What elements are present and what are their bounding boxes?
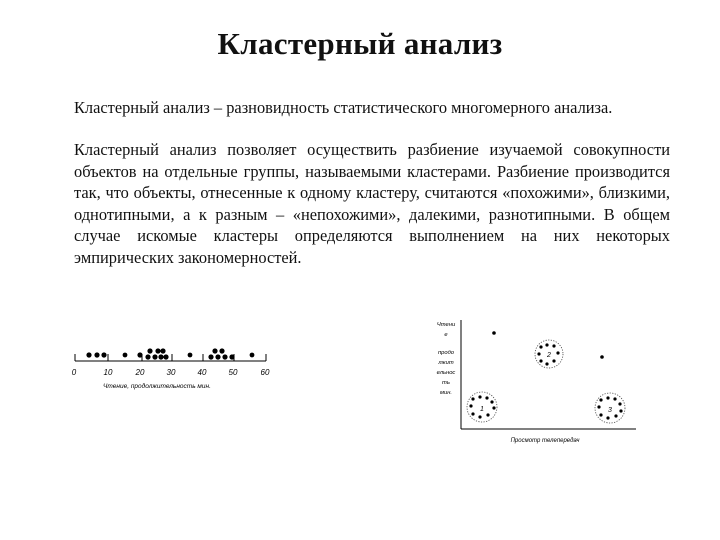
- dot: [219, 348, 224, 353]
- dot: [222, 354, 227, 359]
- cluster-label: 2: [547, 352, 551, 359]
- line-dots: [86, 348, 254, 359]
- dot: [188, 353, 193, 358]
- tick-label: 30: [166, 368, 176, 377]
- dot: [152, 354, 157, 359]
- slide-title: Кластерный анализ: [217, 26, 503, 61]
- dot: [163, 354, 168, 359]
- dot: [101, 352, 106, 357]
- cluster-2: [535, 340, 563, 368]
- dot: [147, 348, 152, 353]
- tick-label: 0: [71, 368, 77, 377]
- dot: [212, 348, 217, 353]
- y-label-line: Чтени: [436, 322, 456, 328]
- dot: [250, 353, 255, 358]
- cluster-1: [467, 392, 497, 422]
- tick-label: 20: [135, 368, 145, 377]
- dot: [158, 354, 163, 359]
- dot: [229, 354, 234, 359]
- dot: [94, 352, 99, 357]
- dot: [86, 352, 91, 357]
- outlier-dot: [492, 331, 496, 335]
- outlier-dot: [600, 355, 604, 359]
- y-label-line: ельнос: [436, 370, 456, 376]
- y-label-line: ть: [442, 380, 450, 386]
- x-axis-label: Просмотр телепередач: [510, 438, 580, 444]
- y-label-line: мин.: [440, 390, 452, 396]
- axis-label: Чтение, продолжительность мин.: [103, 383, 211, 390]
- dot: [137, 352, 142, 357]
- dot: [208, 354, 213, 359]
- dot: [160, 348, 165, 353]
- right-scatter-figure: [437, 320, 636, 444]
- dot: [155, 348, 160, 353]
- tick-label: 40: [197, 368, 207, 377]
- dot: [145, 354, 150, 359]
- cluster-3: [595, 393, 625, 423]
- tick-label: 50: [228, 368, 238, 377]
- tick-label: 10: [103, 368, 113, 377]
- dot: [215, 354, 220, 359]
- cluster-label: 1: [480, 406, 484, 413]
- description-paragraph: Кластерный анализ позволяет осуществить разбиение изучаемой совокупности объектов на отдельные группы, называемыми кластерами. Разбиение производится так, что объекты, отнесенные к одному кластеру, считаются «похожими», близкими, однотипными, а к разным – «непохожими», далекими, разнотипными. В общем случае искомые кластеры определяются выполнением на них некоторых эмпирических закономерностей.: [74, 140, 670, 267]
- y-label-line: продо: [437, 350, 455, 356]
- dot: [123, 353, 128, 358]
- left-axis-figure: [72, 348, 270, 390]
- y-label-line: лжит: [438, 360, 454, 366]
- definition-paragraph: Кластерный анализ – разновидность статистического многомерного анализа.: [74, 98, 613, 117]
- y-label-line: е: [444, 332, 448, 338]
- tick-label: 60: [260, 368, 270, 377]
- cluster-label: 3: [608, 407, 612, 414]
